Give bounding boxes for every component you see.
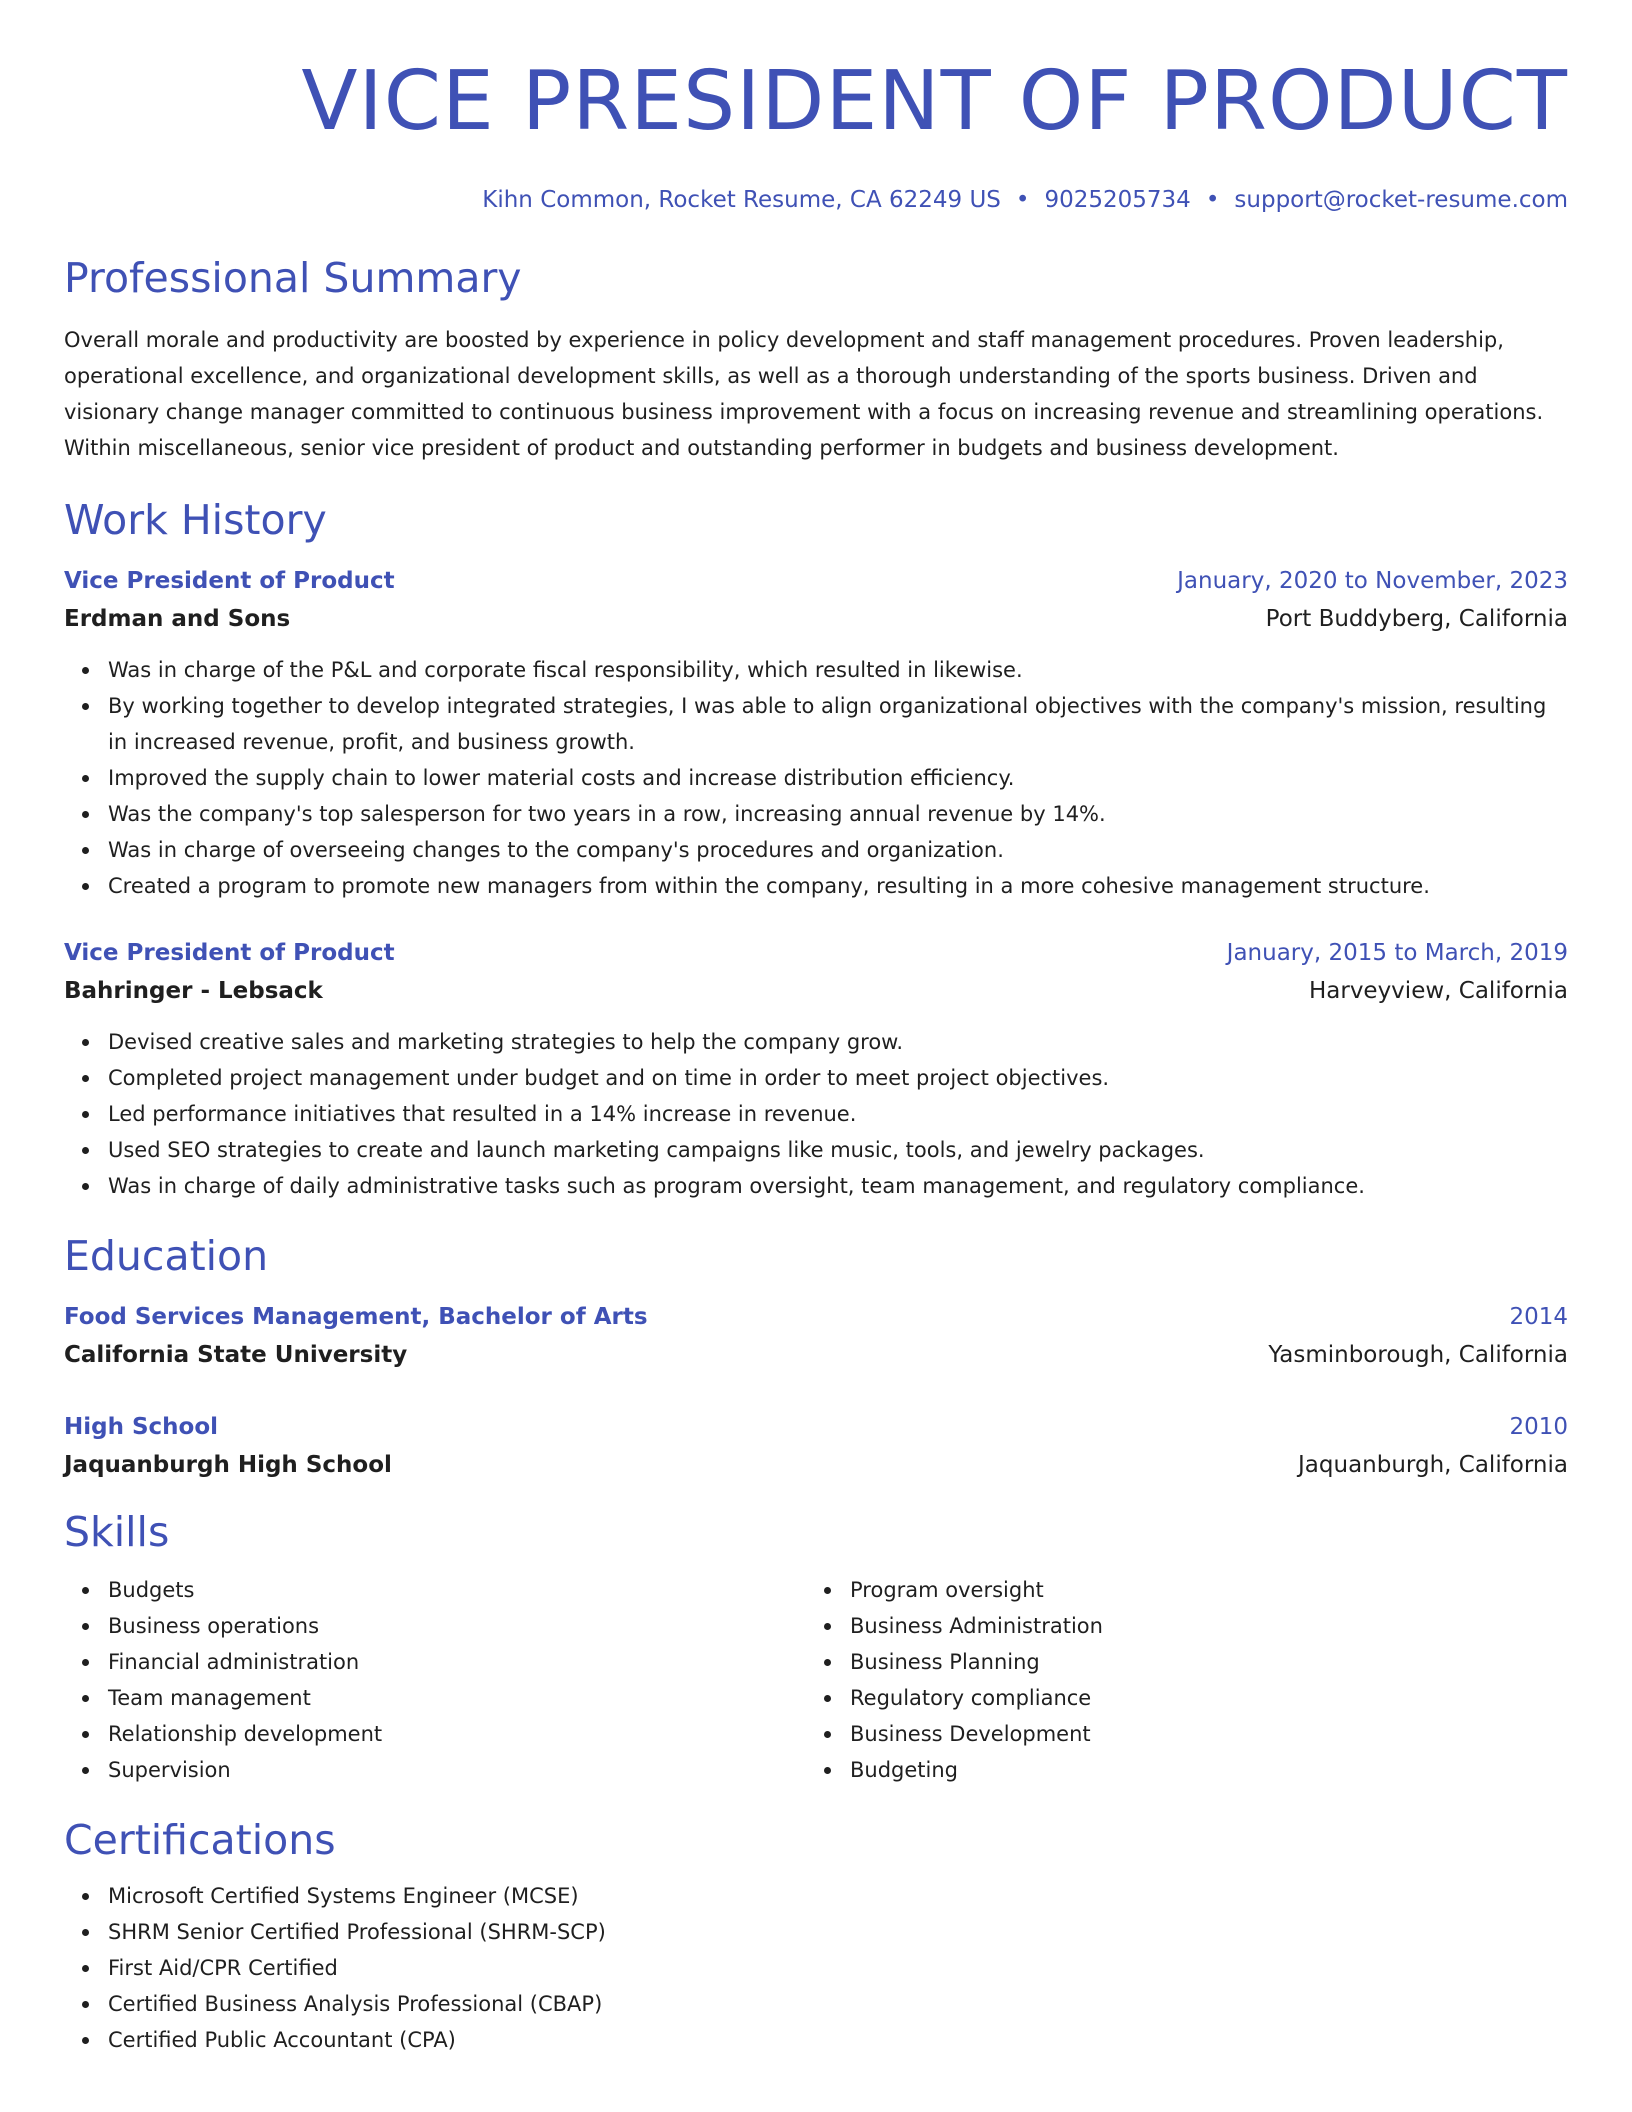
certification-item: Microsoft Certified Systems Engineer (MCSE): [108, 1878, 1568, 1914]
skills-columns: [64, 1572, 1568, 1788]
education-degree: High School: [64, 1414, 219, 1440]
skills-column-left: [64, 1572, 806, 1788]
summary-section: [64, 252, 1568, 466]
job-bullet: Was in charge of daily administrative tasks such as program oversight, team management, and regulatory compliance.: [108, 1168, 1568, 1204]
skill-item: Regulatory compliance: [850, 1680, 1548, 1716]
certifications-section: [64, 1814, 1568, 2058]
resume-title: VICE PRESIDENT OF PRODUCT: [301, 54, 1568, 149]
skills-heading: Skills: [64, 1508, 170, 1556]
job-header-row: [64, 562, 1568, 600]
education-entry: [64, 1408, 1568, 1484]
work-history-section: [64, 494, 1568, 1204]
contact-separator: •: [1015, 187, 1030, 213]
job-bullet: Was in charge of the P&L and corporate fiscal responsibility, which resulted in likewise.: [108, 652, 1568, 688]
certifications-list: [64, 1878, 1568, 2058]
job-bullet: Used SEO strategies to create and launch marketing campaigns like music, tools, and jewelry packages.: [108, 1132, 1568, 1168]
education-degree: Food Services Management, Bachelor of Arts: [64, 1304, 648, 1330]
skill-item: Business Planning: [850, 1644, 1548, 1680]
job-dates: January, 2020 to November, 2023: [1177, 568, 1568, 594]
skill-item: Business Development: [850, 1716, 1548, 1752]
education-school-row: [64, 1446, 1568, 1484]
job-company: Erdman and Sons: [64, 606, 291, 632]
job-title: Vice President of Product: [64, 940, 395, 966]
contact-email[interactable]: support@rocket-resume.com: [1234, 187, 1568, 213]
resume-page: [64, 0, 1568, 2112]
skill-item: Supervision: [108, 1752, 806, 1788]
job-bullet-list: [64, 1024, 1568, 1204]
skill-item: Budgets: [108, 1572, 806, 1608]
education-heading: Education: [64, 1232, 269, 1280]
job-entry: [64, 562, 1568, 904]
skill-item: Program oversight: [850, 1572, 1548, 1608]
skill-item: Team management: [108, 1680, 806, 1716]
skills-column-right: [806, 1572, 1548, 1788]
work-history-heading: Work History: [64, 496, 327, 544]
job-bullet-list: [64, 652, 1568, 904]
certification-item: SHRM Senior Certified Professional (SHRM-SCP): [108, 1914, 1568, 1950]
job-company-row: [64, 972, 1568, 1010]
education-section: [64, 1230, 1568, 1484]
skills-list: [806, 1572, 1548, 1788]
certification-item: Certified Business Analysis Professional (CBAP): [108, 1986, 1568, 2022]
contact-line: [64, 184, 1568, 216]
certification-item: First Aid/CPR Certified: [108, 1950, 1568, 1986]
job-bullet: By working together to develop integrated strategies, I was able to align organizational objectives with the company's mission, resulting in increased revenue, profit, and business growth.: [108, 688, 1568, 760]
education-school-row: [64, 1336, 1568, 1374]
education-entry: [64, 1298, 1568, 1374]
education-school: Jaquanburgh High School: [64, 1452, 392, 1478]
job-company: Bahringer - Lebsack: [64, 978, 323, 1004]
skills-section: [64, 1506, 1568, 1788]
contact-separator: •: [1205, 187, 1220, 213]
job-dates: January, 2015 to March, 2019: [1226, 940, 1568, 966]
job-title: Vice President of Product: [64, 568, 395, 594]
job-location: Port Buddyberg, California: [1265, 606, 1568, 632]
job-bullet: Was in charge of overseeing changes to the company's procedures and organization.: [108, 832, 1568, 868]
education-year: 2014: [1509, 1304, 1568, 1330]
skills-list: [64, 1572, 806, 1788]
education-location: Yasminborough, California: [1268, 1342, 1568, 1368]
education-school: California State University: [64, 1342, 408, 1368]
summary-heading: Professional Summary: [64, 254, 522, 302]
job-bullet: Was the company's top salesperson for two years in a row, increasing annual revenue by 14%.: [108, 796, 1568, 832]
education-year: 2010: [1509, 1414, 1568, 1440]
certifications-heading: Certifications: [64, 1816, 336, 1864]
skill-item: Relationship development: [108, 1716, 806, 1752]
contact-address: Kihn Common, Rocket Resume, CA 62249 US: [482, 187, 1001, 213]
job-bullet: Devised creative sales and marketing strategies to help the company grow.: [108, 1024, 1568, 1060]
skill-item: Financial administration: [108, 1644, 806, 1680]
job-entry: [64, 934, 1568, 1204]
job-header-row: [64, 934, 1568, 972]
job-bullet: Led performance initiatives that resulted in a 14% increase in revenue.: [108, 1096, 1568, 1132]
job-location: Harveyview, California: [1308, 978, 1568, 1004]
job-bullet: Improved the supply chain to lower material costs and increase distribution efficiency.: [108, 760, 1568, 796]
education-header-row: [64, 1298, 1568, 1336]
education-header-row: [64, 1408, 1568, 1446]
certification-item: Certified Public Accountant (CPA): [108, 2022, 1568, 2058]
job-bullet: Created a program to promote new managers from within the company, resulting in a more cohesive management structure.: [108, 868, 1568, 904]
summary-text: Overall morale and productivity are boosted by experience in policy development and staff management procedures. Proven leadership, operational excellence, and organizational development skills, as well as a thorough understanding of the sports business. Driven and visionary change manager committed to continuous business improvement with a focus on increasing revenue and streamlining operations. Within miscellaneous, senior vice president of product and outstanding performer in budgets and business development.: [64, 328, 1544, 460]
education-location: Jaquanburgh, California: [1298, 1452, 1568, 1478]
contact-phone: 9025205734: [1044, 187, 1191, 213]
skill-item: Business operations: [108, 1608, 806, 1644]
skill-item: Business Administration: [850, 1608, 1548, 1644]
job-bullet: Completed project management under budget and on time in order to meet project objectives.: [108, 1060, 1568, 1096]
resume-header: [64, 0, 1568, 216]
job-company-row: [64, 600, 1568, 638]
skill-item: Budgeting: [850, 1752, 1548, 1788]
